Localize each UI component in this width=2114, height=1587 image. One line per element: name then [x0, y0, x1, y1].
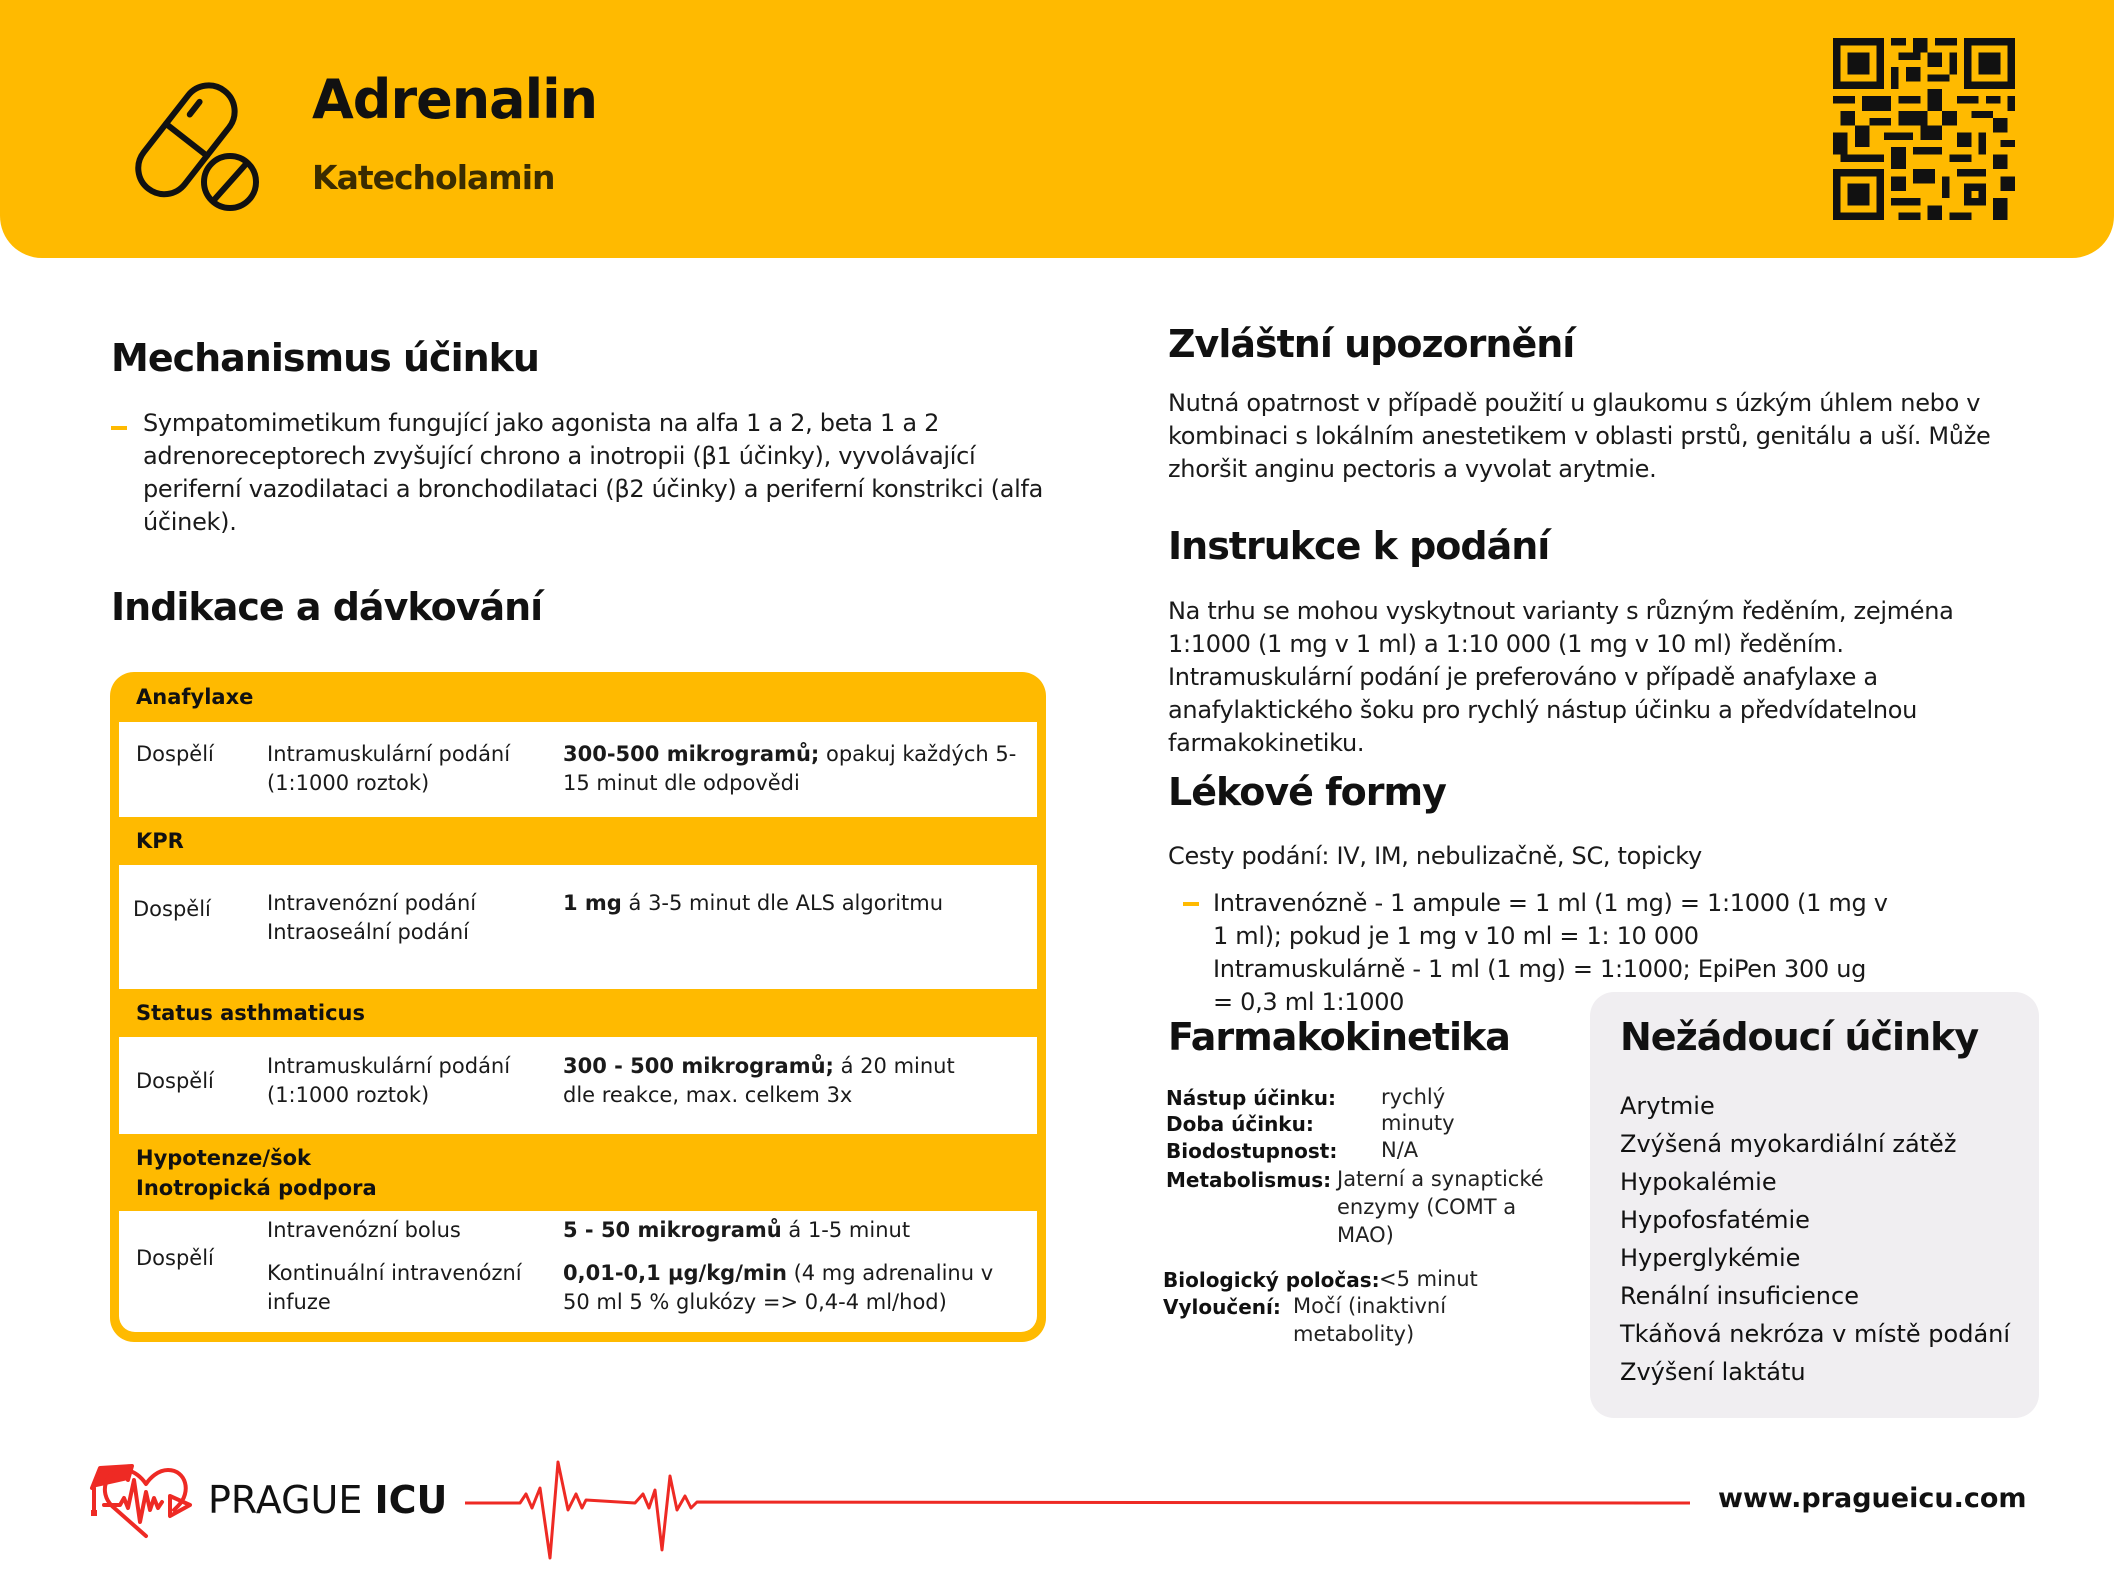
table-row [119, 722, 1037, 817]
forms-bullet-iv: Intravenózně - 1 ampule = 1 ml (1 mg) = 1:1000 (1 mg v 1 ml); pokud je 1 mg v 10 ml = 1: 10 000 [1213, 889, 1888, 950]
route: Intravenózní bolus [267, 1218, 461, 1242]
halflife-value: <5 minut [1379, 1267, 1478, 1291]
list-item: Hypofosfatémie [1620, 1206, 1810, 1234]
section-title: KPR [136, 829, 184, 853]
adverse-effects-heading: Nežádoucí účinky [1620, 1015, 1979, 1059]
list-item: Renální insuficience [1620, 1282, 1859, 1310]
list-item: Zvýšení laktátu [1620, 1358, 1806, 1386]
dosing-table [110, 672, 1046, 1342]
administration-heading: Instrukce k podání [1168, 524, 1550, 568]
website-link[interactable]: www.pragueicu.com [1718, 1483, 2027, 1514]
dose [563, 889, 1033, 918]
table-row [119, 865, 1037, 989]
ecg-line-icon [465, 1450, 1690, 1560]
duration-value: minuty [1381, 1111, 1455, 1135]
patient-group: Dospělí [136, 742, 214, 766]
section-header-status-asthmaticus [119, 989, 1037, 1037]
routes-text: Cesty podání: IV, IM, nebulizačně, SC, topicky [1168, 842, 1702, 870]
dose-note: opakuj každých 5-15 minut dle odpovědi [563, 742, 1017, 795]
mechanism-text: Sympatomimetikum fungující jako agonista na alfa 1 a 2, beta 1 a 2 adrenoreceptorech zvyšující chrono a inotropii (β1 účinky), vyvolávající periferní vazodilataci a bronchodilataci (β2 účinky) a periferní konstrikci (alfa účinek). [143, 409, 1044, 536]
drug-class: Katecholamin [312, 158, 555, 197]
list-item: Hyperglykémie [1620, 1244, 1801, 1272]
list-item: Arytmie [1620, 1092, 1715, 1120]
section-header-hypotenze [119, 1134, 1037, 1211]
mechanism-heading: Mechanismus účinku [111, 336, 539, 380]
header-banner [0, 0, 2114, 258]
dose [563, 1216, 1033, 1245]
qr-code-icon[interactable] [1833, 38, 2015, 220]
onset-label: Nástup účinku: [1166, 1086, 1336, 1110]
warnings-text: Nutná opatrnost v případě použití u glaukomu s úzkým úhlem nebo v kombinaci s lokálním anestetikem v oblasti prstů, genitálu a uší. Může zhoršit anginu pectoris a vyvolat arytmie. [1168, 389, 1991, 483]
dose-bold: 1 mg [563, 891, 622, 915]
section-title: Anafylaxe [136, 685, 254, 709]
section-header-anafylaxe [119, 672, 1037, 722]
dose [563, 740, 1033, 798]
dose-note: (4 mg adrenalinu v 50 ml 5 % glukózy => 0,4-4 ml/hod) [563, 1261, 994, 1314]
metabolism-value: Jaterní a synaptické enzymy (COMT a MAO) [1337, 1167, 1544, 1247]
bioavailability-label: Biodostupnost: [1166, 1139, 1338, 1163]
table-row [119, 1211, 1037, 1332]
dose-bold: 0,01-0,1 µg/kg/min [563, 1261, 787, 1285]
list-item: Hypokalémie [1620, 1168, 1777, 1196]
brand-name [208, 1478, 447, 1522]
forms-heading: Lékové formy [1168, 770, 1446, 814]
dose-bold: 5 - 50 mikrogramů [563, 1218, 782, 1242]
dose-note: á 1-5 minut [781, 1218, 911, 1242]
dose [563, 1259, 1008, 1317]
bullet-dash [111, 426, 127, 430]
elimination-label: Vyloučení: [1163, 1295, 1281, 1319]
route: Intraoseální podání [267, 920, 469, 944]
dose-note: á 3-5 minut dle ALS algoritmu [621, 891, 944, 915]
section-header-kpr [119, 817, 1037, 865]
patient-group: Dospělí [136, 1246, 214, 1270]
indications-heading: Indikace a dávkování [111, 585, 543, 629]
warnings-heading: Zvláštní upozornění [1168, 322, 1575, 366]
route: Kontinuální intravenózní infuze [267, 1261, 522, 1314]
route: Intramuskulární podání (1:1000 roztok) [267, 742, 511, 795]
dose-bold: 300-500 mikrogramů; [563, 742, 820, 766]
heart-graduation-cap-icon [88, 1460, 194, 1540]
elimination-value: Močí (inaktivní metabolity) [1293, 1294, 1447, 1346]
administration-text: Na trhu se mohou vyskytnout varianty s různým ředěním, zejména 1:1000 (1 mg v 1 ml) a 1:10 000 (1 mg v 10 ml) ředěním. Intramuskulární podání je preferováno v případě anafylaxe a anafylaktického šoku pro rychlý nástup účinku a předvídatelnou farmakokinetiku. [1168, 597, 1954, 757]
metabolism-label: Metabolismus: [1166, 1168, 1332, 1192]
section-title: Hypotenze/šok [136, 1145, 311, 1170]
route: Intravenózní podání [267, 891, 477, 915]
route: Intramuskulární podání (1:1000 roztok) [267, 1054, 511, 1107]
bioavailability-value: N/A [1381, 1138, 1419, 1162]
list-item: Tkáňová nekróza v místě podání [1620, 1320, 2011, 1348]
bullet-dash [1183, 902, 1199, 906]
drug-title: Adrenalin [312, 68, 598, 131]
pill-icon [118, 70, 268, 215]
dose-note: á 20 minut dle reakce, max. celkem 3x [563, 1054, 955, 1107]
patient-group: Dospělí [136, 1069, 214, 1093]
section-title: Inotropická podpora [136, 1175, 377, 1200]
patient-group: Dospělí [133, 897, 211, 921]
pharmacokinetics-heading: Farmakokinetika [1168, 1015, 1510, 1059]
forms-bullet-im: Intramuskulárně - 1 ml (1 mg) = 1:1000; EpiPen 300 ug = 0,3 ml 1:1000 [1213, 955, 1867, 1016]
list-item: Zvýšená myokardiální zátěž [1620, 1130, 1957, 1158]
table-row [119, 1037, 1037, 1134]
halflife-label: Biologický poločas: [1163, 1268, 1380, 1292]
dose [563, 1052, 983, 1110]
section-title: Status asthmaticus [136, 1001, 365, 1025]
dose-bold: 300 - 500 mikrogramů; [563, 1054, 834, 1078]
duration-label: Doba účinku: [1166, 1112, 1314, 1136]
onset-value: rychlý [1381, 1085, 1446, 1109]
adverse-effects-list [1620, 1087, 2010, 1391]
brand-bold: ICU [374, 1478, 448, 1522]
brand-light: PRAGUE [208, 1478, 375, 1522]
